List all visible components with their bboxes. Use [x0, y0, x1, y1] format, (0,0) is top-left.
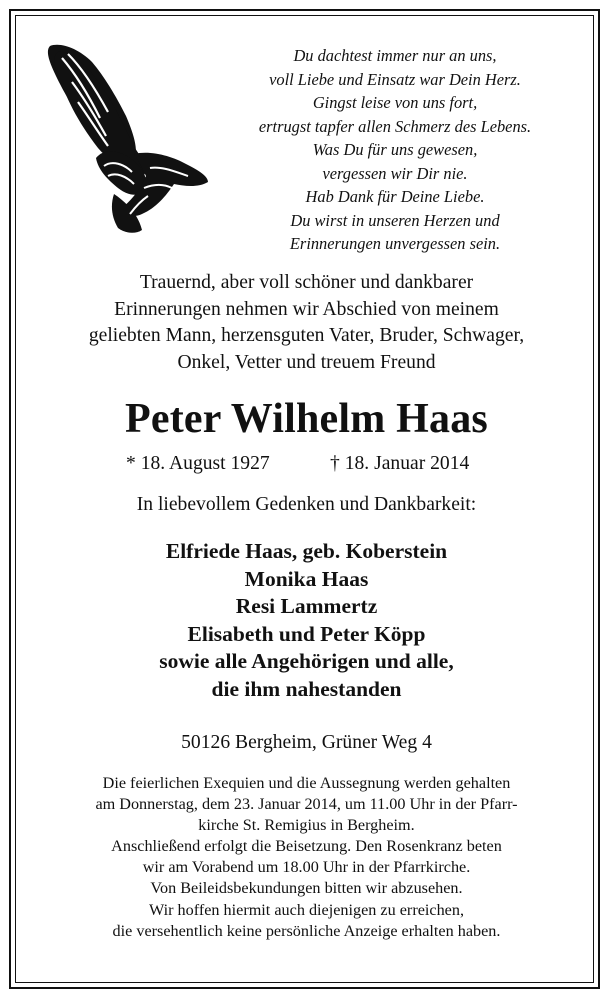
intro-line: geliebten Mann, herzensguten Vater, Bruder, Schwager, — [88, 325, 525, 346]
poem-line: Erinnerungen unvergessen sein. — [289, 234, 501, 253]
family-member: Elfriede Haas, geb. Koberstein — [165, 539, 448, 563]
notice-line: kirche St. Remigius in Bergheim. — [198, 816, 415, 835]
intro-line: Trauernd, aber voll schöner und dankbarer — [139, 272, 474, 293]
poem-line: Du dachtest immer nur an uns, — [293, 46, 497, 65]
notice-line: Anschließend erfolgt die Beisetzung. Den Rosenkranz beten — [111, 837, 502, 856]
poem-line: voll Liebe und Einsatz war Dein Herz. — [269, 69, 521, 89]
poem-line: Du wirst in unseren Herzen und — [290, 210, 500, 230]
birth-date: * 18. August 1927 — [126, 453, 270, 474]
family-list — [30, 538, 583, 703]
family-member: sowie alle Angehörigen und alle, — [159, 649, 454, 673]
family-member: die ihm nahestanden — [211, 676, 402, 701]
intro-line: Onkel, Vetter und treuem Freund — [177, 351, 436, 373]
remembrance-line: In liebevollem Gedenken und Dankbarkeit: — [136, 494, 477, 515]
notice-line: Die feierlichen Exequien und die Aussegnung werden gehalten — [102, 774, 511, 792]
poem — [220, 44, 570, 256]
deceased-name: Peter Wilhelm Haas — [125, 396, 488, 442]
family-member: Elisabeth und Peter Köpp — [187, 621, 426, 646]
death-date: † 18. Januar 2014 — [330, 453, 470, 474]
notice-line: die versehentlich keine persönliche Anzeige erhalten haben. — [112, 921, 501, 940]
notice-line: Wir hoffen hiermit auch diejenigen zu erreichen, — [148, 900, 464, 919]
notice-line: am Donnerstag, dem 23. Januar 2014, um 11.00 Uhr in der Pfarr- — [95, 795, 518, 814]
family-member: Resi Lammertz — [235, 594, 378, 618]
notice-line: wir am Vorabend um 18.00 Uhr in der Pfarrkirche. — [142, 858, 471, 877]
poem-line: Gingst leise von uns fort, — [312, 93, 478, 112]
life-dates — [30, 451, 583, 479]
notice-line: Von Beileidsbekundungen bitten wir abzusehen. — [150, 879, 463, 898]
praying-hands-icon — [38, 38, 210, 238]
intro-line: Erinnerungen nehmen wir Abschied von meinem — [114, 298, 499, 320]
address: 50126 Bergheim, Grüner Weg 4 — [181, 732, 432, 753]
family-member: Monika Haas — [244, 566, 369, 591]
poem-line: vergessen wir Dir nie. — [322, 163, 468, 183]
intro-text — [30, 270, 583, 376]
poem-line: ertrugst tapfer allen Schmerz des Lebens. — [258, 116, 532, 136]
poem-line: Was Du für uns gewesen, — [312, 140, 478, 159]
funeral-notice — [30, 773, 583, 942]
poem-line: Hab Dank für Deine Liebe. — [305, 187, 485, 206]
